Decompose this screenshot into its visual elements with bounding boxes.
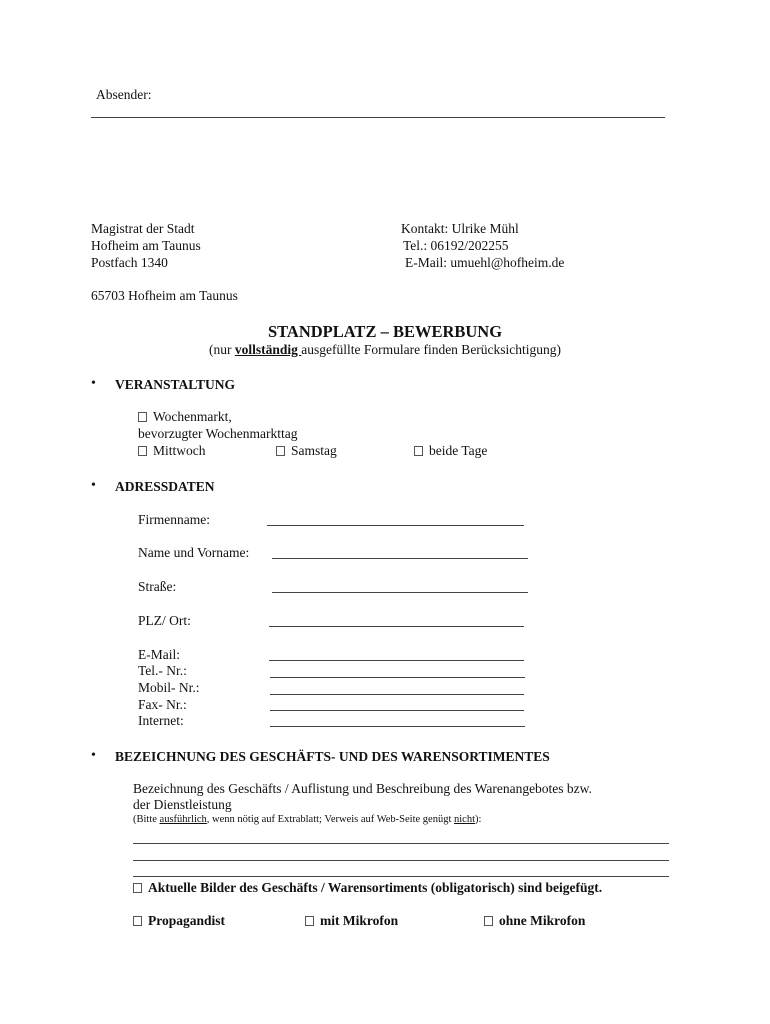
description-field-line-2[interactable] — [133, 860, 669, 861]
plz-ort-label: PLZ/ Ort: — [138, 613, 191, 628]
checkbox-icon[interactable] — [133, 916, 142, 926]
tel-field[interactable] — [270, 677, 525, 678]
checkbox-mittwoch[interactable] — [138, 443, 206, 459]
internet-label: Internet: — [138, 713, 184, 728]
note-emphasis-1: ausführlich — [159, 814, 207, 825]
samstag-label: Samstag — [291, 443, 337, 458]
checkbox-wochenmarkt[interactable] — [138, 409, 232, 425]
section-bezeichnung: BEZEICHNUNG DES GESCHÄFTS- UND DES WARENSORTIMENTES — [115, 749, 550, 764]
contact-tel: Tel.: 06192/202255 — [403, 238, 509, 253]
strasse-label: Straße: — [138, 579, 177, 594]
firmenname-label: Firmenname: — [138, 512, 210, 527]
note-mid: , wenn nötig auf Extrablatt; Verweis auf Web-Seite genügt — [206, 814, 454, 825]
recipient-line-3: Postfach 1340 — [91, 255, 168, 270]
photos-label: Aktuelle Bilder des Geschäfts / Warensortiments (obligatorisch) sind beigefügt. — [148, 880, 603, 895]
subtitle-emphasis: vollständig — [234, 342, 302, 357]
contact-email: E-Mail: umuehl@hofheim.de — [405, 255, 565, 270]
mobil-field[interactable] — [270, 694, 524, 695]
page-subtitle — [0, 342, 770, 358]
name-field[interactable] — [272, 558, 528, 559]
checkbox-ohne-mikrofon[interactable] — [484, 913, 585, 929]
preferred-day-label: bevorzugter Wochenmarkttag — [138, 426, 298, 441]
ohne-mikrofon-label: ohne Mikrofon — [499, 913, 586, 928]
checkbox-icon[interactable] — [484, 916, 493, 926]
mobil-label: Mobil- Nr.: — [138, 680, 200, 695]
internet-field[interactable] — [270, 726, 525, 727]
name-label: Name und Vorname: — [138, 545, 250, 560]
checkbox-photos[interactable] — [133, 880, 602, 896]
recipient-city: 65703 Hofheim am Taunus — [91, 288, 238, 303]
subtitle-pre: (nur — [208, 342, 235, 357]
checkbox-beide-tage[interactable] — [414, 443, 487, 459]
description-field-line-3[interactable] — [133, 876, 669, 877]
description-line-1: Bezeichnung des Geschäfts / Auflistung und Beschreibung des Warenangebotes bzw. — [133, 781, 592, 796]
checkbox-icon[interactable] — [133, 883, 142, 893]
description-field-line-1[interactable] — [133, 843, 669, 844]
subtitle-post: ausgefüllte Formulare finden Berücksichtigung) — [301, 342, 562, 357]
wochenmarkt-label: Wochenmarkt, — [153, 409, 232, 424]
checkbox-icon[interactable] — [414, 446, 423, 456]
checkbox-samstag[interactable] — [276, 443, 337, 459]
beide-tage-label: beide Tage — [429, 443, 488, 458]
mit-mikrofon-label: mit Mikrofon — [320, 913, 399, 928]
recipient-line-2: Hofheim am Taunus — [91, 238, 201, 253]
checkbox-propagandist[interactable] — [133, 913, 225, 929]
email-label: E-Mail: — [138, 647, 180, 662]
description-note — [133, 814, 481, 825]
tel-label: Tel.- Nr.: — [138, 663, 187, 678]
firmenname-field[interactable] — [267, 525, 524, 526]
checkbox-mit-mikrofon[interactable] — [305, 913, 398, 929]
section-veranstaltung: VERANSTALTUNG — [115, 377, 236, 392]
checkbox-icon[interactable] — [276, 446, 285, 456]
propagandist-label: Propagandist — [148, 913, 226, 928]
fax-label: Fax- Nr.: — [138, 697, 187, 712]
strasse-field[interactable] — [272, 592, 528, 593]
description-line-2: der Dienstleistung — [133, 797, 232, 812]
sender-input-line[interactable] — [91, 117, 665, 118]
email-field[interactable] — [269, 660, 524, 661]
bullet-icon: • — [91, 478, 96, 493]
recipient-line-1: Magistrat der Stadt — [91, 221, 195, 236]
note-post: ): — [475, 814, 482, 825]
bullet-icon: • — [91, 748, 96, 763]
note-emphasis-2: nicht — [454, 814, 475, 825]
plz-ort-field[interactable] — [269, 626, 524, 627]
note-pre: (Bitte — [133, 814, 160, 825]
contact-name: Kontakt: Ulrike Mühl — [401, 221, 519, 236]
checkbox-icon[interactable] — [138, 412, 147, 422]
page-title: STANDPLATZ – BEWERBUNG — [267, 322, 503, 341]
section-adressdaten: ADRESSDATEN — [115, 479, 215, 494]
checkbox-icon[interactable] — [138, 446, 147, 456]
mittwoch-label: Mittwoch — [153, 443, 206, 458]
fax-field[interactable] — [270, 710, 524, 711]
checkbox-icon[interactable] — [305, 916, 314, 926]
bullet-icon: • — [91, 376, 96, 391]
sender-label: Absender: — [96, 87, 152, 102]
